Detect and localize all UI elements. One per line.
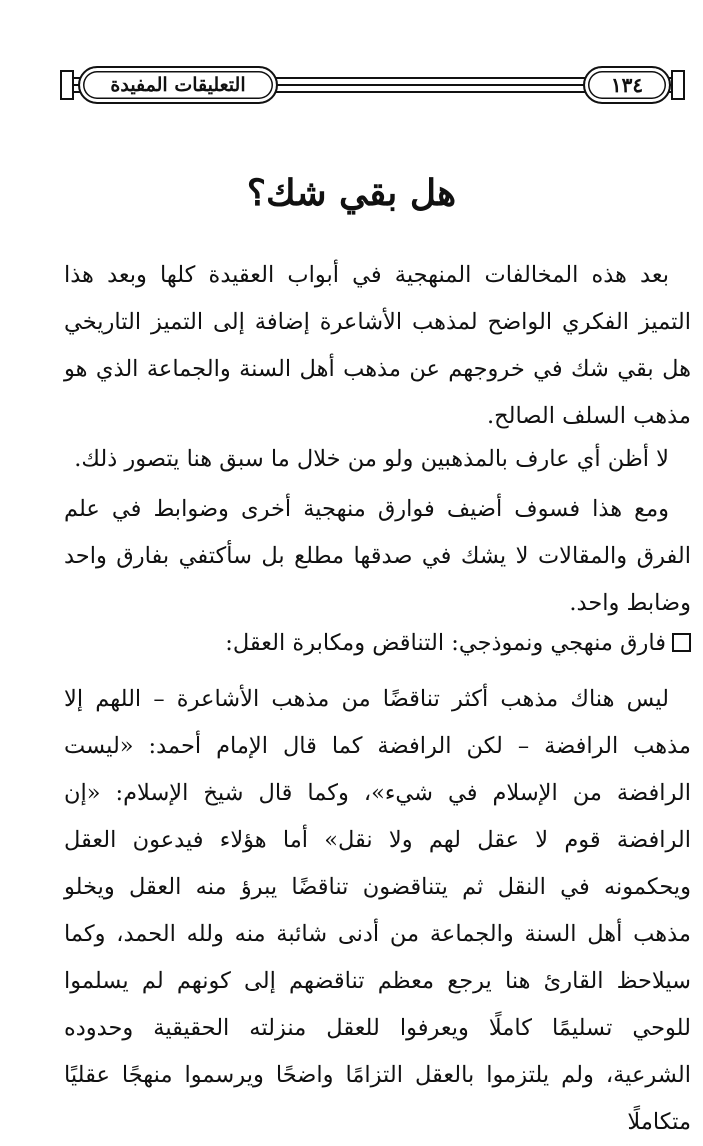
page-number-cartouche xyxy=(583,66,671,104)
book-title-cartouche xyxy=(78,66,278,104)
header-rule-cap xyxy=(60,70,74,100)
running-header xyxy=(60,62,685,114)
subheading xyxy=(64,620,691,667)
paragraph: بعد هذه المخالفات المنهجية في أبواب العقيدة كلها وبعد هذا التميز الفكري الواضح لمذهب الأشاعرة إضافة إلى التميز التاريخي هل بقي شك في خروجهم عن مذهب أهل السنة والجماعة الذي هو مذهب السلف الصالح. xyxy=(64,262,691,429)
subheading-text: فارق منهجي ونموذجي: التناقض ومكابرة العقل: xyxy=(225,630,666,656)
paragraph: لا أظن أي عارف بالمذهبين ولو من خلال ما سبق هنا يتصور ذلك. xyxy=(74,446,669,472)
square-bullet-icon xyxy=(672,633,691,652)
paragraph: ومع هذا فسوف أضيف فوارق منهجية أخرى وضوابط في علم الفرق والمقالات لا يشك في صدقها مطلع بل سأكتفي بفارق واحد وضابط واحد. xyxy=(64,496,691,616)
section-title: هل بقي شك؟ xyxy=(246,172,457,214)
page-number: ١٣٤ xyxy=(610,73,644,97)
header-rule-cap xyxy=(671,70,685,100)
body-paragraph: ليس هناك مذهب أكثر تناقضًا من مذهب الأشاعرة – اللهم إلا مذهب الرافضة – لكن الرافضة كما قال الإمام أحمد: «ليست الرافضة من الإسلام في شيء»، وكما قال شيخ الإسلام: «إن الرافضة قوم لا عقل لهم ولا نقل» أما هؤلاء فيدعون العقل ويحكمونه في النقل ثم يتناقضون تناقضًا يبرؤ منه العقل ويخلو مذهب أهل السنة والجماعة من أدنى شائبة منه ولله الحمد، وكما سيلاحظ القارئ هنا يرجع معظم تناقضهم إلى كونهم لم يسلموا للوحي تسليمًا كاملًا ويعرفوا للعقل منزلته الحقيقية وحدوده الشرعية، ولم يلتزموا بالعقل التزامًا واضحًا ويرسموا منهجًا عقليًا متكاملًا xyxy=(64,686,691,1135)
book-title: التعليقات المفيدة xyxy=(110,74,246,96)
